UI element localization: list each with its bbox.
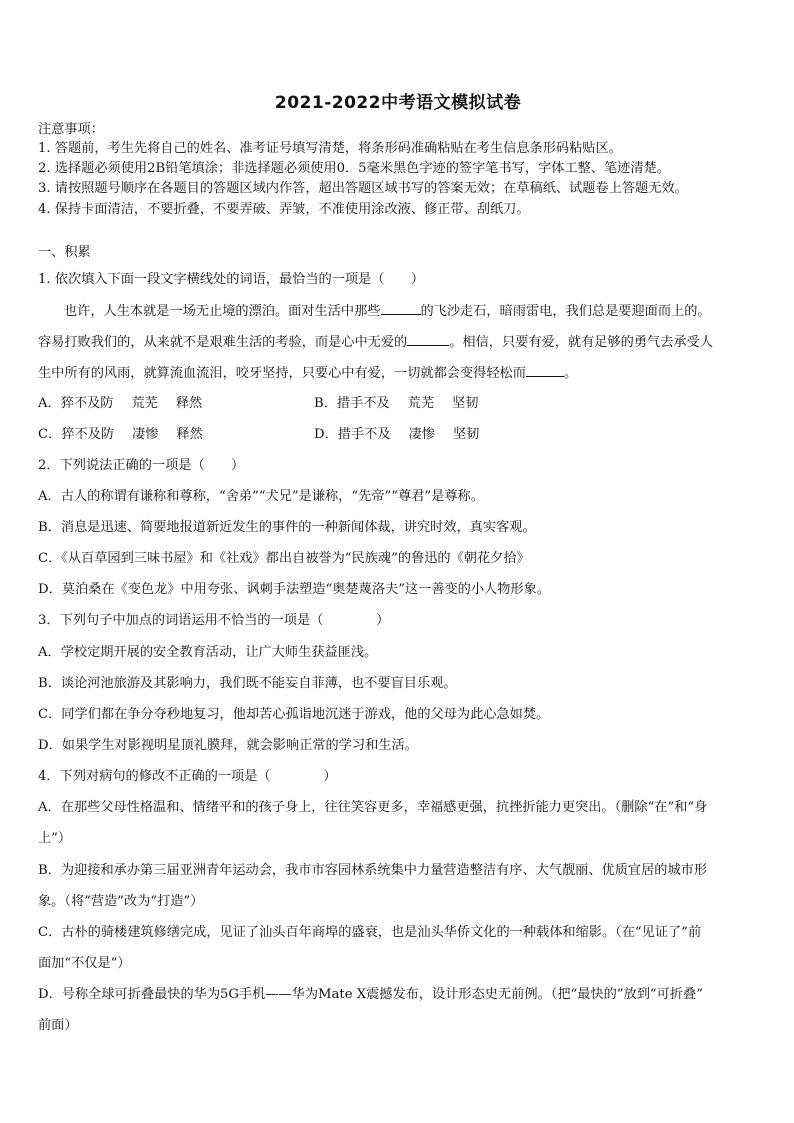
q1-passage-line-2: 容易打败我们的，从来就不是艰难生活的考验，而是心中无爱的 。相信，只要有爱，就有足够的勇气去承受人 bbox=[38, 335, 713, 350]
exam-title: 2021-2022中考语文模拟试卷 bbox=[274, 93, 522, 113]
q1-option-a[interactable]: A．猝不及防 荒芜 释然 bbox=[38, 396, 203, 411]
q4-option-d-line-2[interactable]: 前面） bbox=[38, 1018, 78, 1033]
answer-blank-3 bbox=[526, 364, 564, 377]
q1-stem: 1. 依次填入下面一段文字横线处的词语，最恰当的一项是（ ） bbox=[38, 272, 425, 287]
q2-option-b[interactable]: B．消息是迅速、简要地报道新近发生的事件的一种新闻体裁，讲究时效，真实客观。 bbox=[38, 520, 536, 535]
q1-passage-line-3: 生中所有的风雨，就算流血流泪，咬牙坚持，只要心中有爱，一切就都会变得轻松而 。 bbox=[38, 366, 578, 381]
q3-option-c[interactable]: C．同学们都在争分夺秒地复习，他却苦心孤诣地沉迷于游戏，他的父母为此心急如焚。 bbox=[38, 707, 550, 722]
q4-stem: 4．下列对病句的修改不正确的一项是（ ） bbox=[38, 769, 337, 784]
notice-item-2: 2. 选择题必须使用2B铅笔填涂；非选择题必须使用0．5毫米黑色字迹的签字笔书写，字体工整、笔迹清楚。 bbox=[38, 161, 670, 176]
q2-option-a[interactable]: A．古人的称谓有谦称和尊称，“舍弟”“犬兄”是谦称，“先帝”“尊君”是尊称。 bbox=[38, 489, 484, 504]
answer-blank-1 bbox=[381, 302, 421, 315]
q4-option-a-line-2[interactable]: 上”） bbox=[38, 831, 72, 846]
q3-option-b[interactable]: B．谈论河池旅游及其影响力，我们既不能妄自菲薄，也不要盲目乐观。 bbox=[38, 676, 457, 691]
q2-stem: 2．下列说法正确的一项是（ ） bbox=[38, 458, 245, 473]
q4-option-c-line-2[interactable]: 面加“不仅是”） bbox=[38, 956, 131, 971]
q3-option-a[interactable]: A．学校定期开展的安全教育活动，让广大师生获益匪浅。 bbox=[38, 645, 378, 660]
notice-heading: 注意事项： bbox=[38, 122, 104, 137]
notice-item-4: 4. 保持卡面清洁，不要折叠，不要弄破、弄皱，不准使用涂改液、修正带、刮纸刀。 bbox=[38, 202, 530, 217]
q2-option-d[interactable]: D．莫泊桑在《变色龙》中用夸张、讽刺手法塑造“奥楚蔑洛夫”这一善变的小人物形象。 bbox=[38, 582, 550, 597]
q1-option-d[interactable]: D．措手不及 凄惨 坚韧 bbox=[314, 427, 480, 442]
q1-option-c[interactable]: C．猝不及防 凄惨 释然 bbox=[38, 427, 203, 442]
q1-options-row-2 bbox=[38, 426, 758, 444]
q1-options-row-1 bbox=[38, 395, 758, 413]
notice-item-3: 3. 请按照题号顺序在各题目的答题区域内作答，超出答题区域书写的答案无效；在草稿纸、试题卷上答题无效。 bbox=[38, 181, 688, 196]
section-heading: 一、积累 bbox=[38, 245, 91, 260]
q4-option-a-line-1[interactable]: A．在那些父母性格温和、情绪平和的孩子身上，往往笑容更多，幸福感更强，抗挫折能力更突出。（删除“在”和“身 bbox=[38, 800, 708, 815]
answer-blank-2 bbox=[407, 333, 449, 346]
q4-option-b-line-1[interactable]: B．为迎接和承办第三届亚洲青年运动会，我市市容园林系统集中力量营造整洁有序、大气靓丽、优质宜居的城市形 bbox=[38, 863, 708, 878]
q3-stem: 3．下列句子中加点的词语运用不恰当的一项是（ ） bbox=[38, 613, 390, 628]
notice-item-1: 1. 答题前，考生先将自己的姓名、准考证号填写清楚，将条形码准确粘贴在考生信息条形码粘贴区。 bbox=[38, 141, 622, 156]
q3-option-d[interactable]: D．如果学生对影视明星顶礼膜拜，就会影响正常的学习和生活。 bbox=[38, 738, 418, 753]
q4-option-c-line-1[interactable]: C．古朴的骑楼建筑修缮完成，见证了汕头百年商埠的盛衰，也是汕头华侨文化的一种载体和缩影。（在“见证了”前 bbox=[38, 925, 702, 940]
q1-passage-line-1: 也许，人生本就是一场无止境的漂泊。面对生活中那些 的飞沙走石，暗雨雷电，我们总是要迎面而上的。 bbox=[64, 304, 711, 319]
q4-option-d-line-1[interactable]: D．号称全球可折叠最快的华为5G手机——华为Mate X震撼发布，设计形态史无前例。（把“最快的”放到“可折叠” bbox=[38, 987, 703, 1002]
q2-option-c[interactable]: C．《从百草园到三味书屋》和《社戏》都出自被誉为“民族魂”的鲁迅的《朝花夕拾》 bbox=[38, 551, 530, 566]
q1-option-b[interactable]: B．措手不及 荒芜 坚韧 bbox=[314, 396, 479, 411]
q4-option-b-line-2[interactable]: 象。（将“营造”改为“打造”） bbox=[38, 894, 204, 909]
